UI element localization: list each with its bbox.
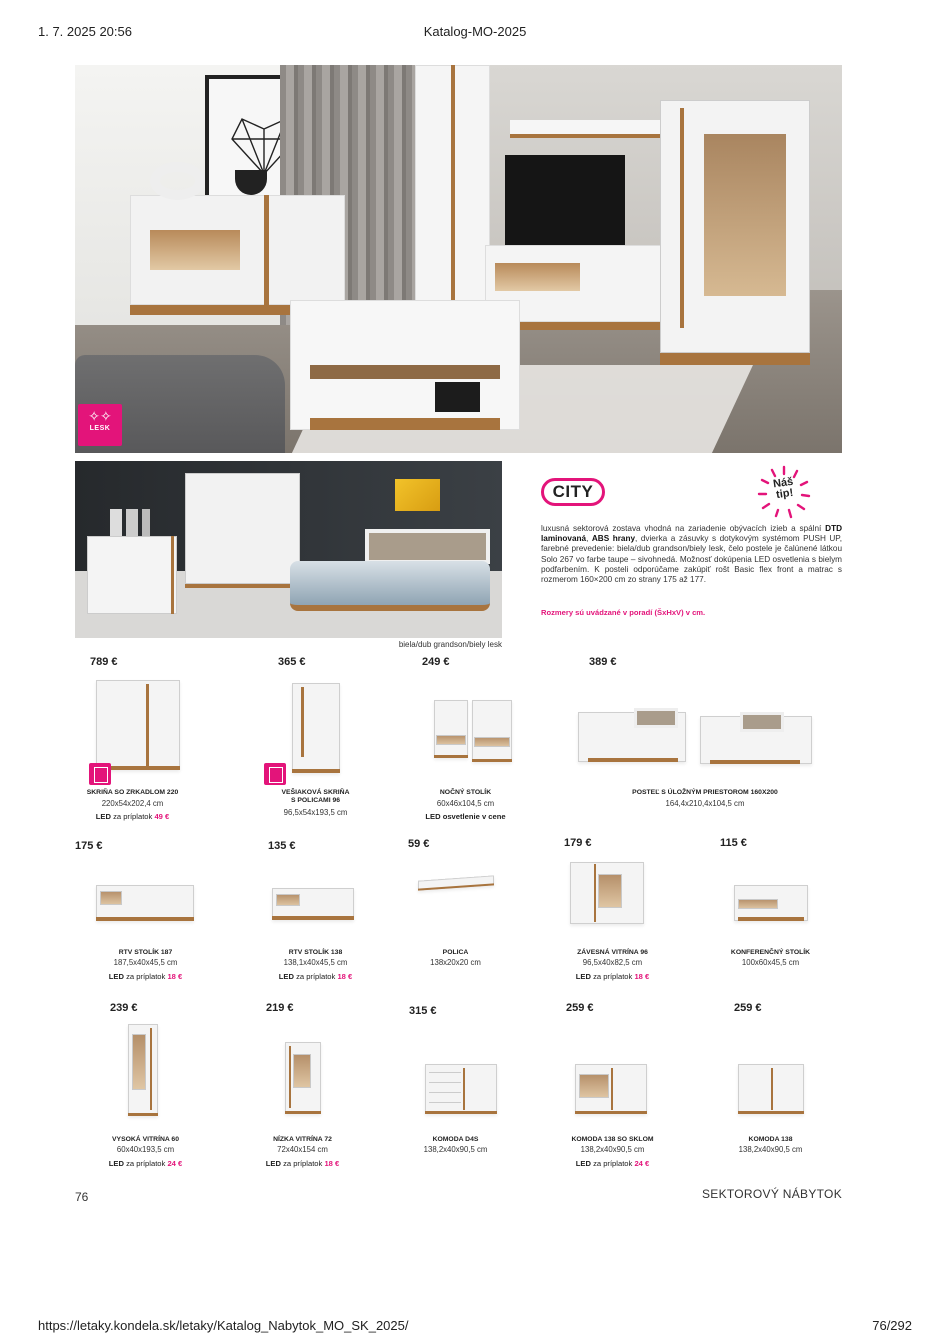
print-page-count: 76/292 — [872, 1318, 912, 1333]
price-wall-vitrine-96: 179 € — [564, 837, 592, 849]
tv — [505, 155, 625, 245]
dimension-note: Rozmery sú uvádzané v poradí (ŠxHxV) v cm. — [541, 608, 706, 617]
price-shelf: 59 € — [408, 838, 430, 850]
price-tall-vitrine: 239 € — [110, 1002, 138, 1014]
led-option: LED za príplatok 18 € — [575, 972, 650, 981]
price-rtv-187: 175 € — [75, 840, 103, 852]
night-stand-image-2 — [472, 700, 512, 762]
product-name: POSTEĽ S ÚLOŽNÝM PRIESTOROM 160X200 — [632, 789, 778, 796]
price-komoda-glass: 259 € — [566, 1002, 594, 1014]
tip-badge — [757, 465, 811, 519]
product-name: KOMODA 138 SO SKLOM — [571, 1136, 654, 1143]
print-header — [38, 24, 912, 40]
gloss-badge — [78, 404, 122, 446]
product-dims: 138,1x40x45,5 cm — [283, 958, 348, 967]
night-stand-image — [434, 700, 468, 758]
led-option: LED za príplatok 24 € — [575, 1159, 650, 1168]
product-dims: 60x40x193,5 cm — [116, 1145, 175, 1154]
product-name: RTV STOLÍK 138 — [288, 949, 343, 956]
product-name: RTV STOLÍK 187 — [118, 949, 173, 956]
price-komoda-d4s: 315 € — [409, 1005, 437, 1017]
hero-coffee-table — [290, 300, 520, 430]
product-dims: 220x54x202,4 cm — [101, 799, 164, 808]
product-name: KOMODA 138 — [748, 1136, 793, 1143]
komoda-d4s-image — [425, 1064, 497, 1114]
wardrobe-shelves-image — [292, 683, 340, 773]
led-option: LED za príplatok 18 € — [278, 972, 353, 981]
product-name: KOMODA D4S — [432, 1136, 479, 1143]
hero-living-room-photo — [75, 65, 842, 453]
shelf-image — [418, 875, 494, 890]
product-dims: 164,4x210,4x104,5 cm — [665, 799, 745, 808]
product-dims: 72x40x154 cm — [277, 1145, 328, 1154]
sparkle-icon: ✧✧ — [88, 408, 112, 424]
product-dims: 138,2x40x90,5 cm — [580, 1145, 645, 1154]
product-dims: 138,2x40x90,5 cm — [423, 1145, 488, 1154]
product-dims: 138,2x40x90,5 cm — [738, 1145, 803, 1154]
price-rtv-138: 135 € — [268, 840, 296, 852]
print-footer — [38, 1318, 912, 1334]
product-dims: 100x60x45,5 cm — [741, 958, 800, 967]
gloss-badge-label: LESK — [89, 425, 111, 432]
price-low-vitrine: 219 € — [266, 1002, 294, 1014]
tip-text: Náš tip! — [772, 475, 794, 502]
product-dims: 187,5x40x45,5 cm — [113, 958, 178, 967]
print-title: Katalog-MO-2025 — [423, 24, 527, 39]
product-name: NOČNÝ STOLÍK — [439, 789, 492, 796]
bed-image-2 — [700, 716, 812, 764]
rtv-138-image — [272, 888, 354, 920]
series-logo: CITY — [541, 478, 605, 506]
product-name: NÍZKA VITRÍNA 72 — [273, 1136, 332, 1143]
mirror-icon — [89, 763, 111, 785]
print-url[interactable]: https://letaky.kondela.sk/letaky/Katalog_Nabytok_MO_SK_2025/ — [38, 1318, 409, 1333]
led-option: LED za príplatok 24 € — [108, 1159, 183, 1168]
finish-caption: biela/dub grandson/biely lesk — [398, 640, 502, 649]
price-night-stand: 249 € — [422, 656, 450, 668]
rtv-187-image — [96, 885, 194, 921]
led-option: LED za príplatok 49 € — [95, 812, 170, 821]
product-name: POLICA — [442, 949, 469, 956]
product-name: VEŠIAKOVÁ SKRIŇA S POLICAMI 96 — [281, 789, 350, 804]
product-dims: 60x46x104,5 cm — [436, 799, 495, 808]
product-name: KONFERENČNÝ STOLÍK — [730, 949, 811, 956]
led-included: LED osvetlenie v cene — [425, 812, 506, 821]
page-number: 76 — [75, 1190, 89, 1204]
wardrobe-mirror-image — [96, 680, 180, 770]
hero-sideboard — [130, 195, 345, 315]
led-option: LED za príplatok 18 € — [265, 1159, 340, 1168]
coffee-table-image — [734, 885, 808, 921]
led-option: LED za príplatok 18 € — [108, 972, 183, 981]
low-vitrine-image — [285, 1042, 321, 1114]
tall-vitrine-image — [128, 1024, 158, 1116]
product-dims: 138x20x20 cm — [430, 958, 481, 967]
shelves-icon — [264, 763, 286, 785]
price-komoda-138: 259 € — [734, 1002, 762, 1014]
bed-image — [578, 712, 686, 762]
product-name: ZÁVESNÁ VITRÍNA 96 — [577, 949, 648, 956]
komoda-glass-image — [575, 1064, 647, 1114]
product-dims: 96,5x54x193,5 cm — [283, 808, 348, 817]
print-datetime: 1. 7. 2025 20:56 — [38, 24, 132, 39]
price-coffee-table: 115 € — [720, 837, 747, 849]
series-description: luxusná sektorová zostava vhodná na zariadenie obývacích izieb a spální DTD laminovaná, ABS hrany, dvierka a zásuvky s dotykovým systémom PUSH UP, farebné prevedenie: biela/dub grandson/biely lesk, čelo postele je čalúnené látkou Solo 267 vo farbe taupe – sivohnedá. Možnosť dokúpenia LED osvetlenia s bielym podfarbením. K posteli odporúčame zakúpiť rošt Basic flex front a matrac s rozmerom 160×200 cm zo strany 175 až 177. — [541, 524, 842, 585]
wall-vitrine-image — [570, 862, 644, 924]
komoda-138-image — [738, 1064, 804, 1114]
product-name: VYSOKÁ VITRÍNA 60 — [112, 1136, 179, 1143]
product-name: SKRIŇA SO ZRKADLOM 220 — [86, 789, 179, 796]
bedroom-photo — [75, 461, 502, 638]
price-bed: 389 € — [589, 656, 617, 668]
price-wardrobe-mirror: 789 € — [90, 656, 118, 668]
price-wardrobe-shelves: 365 € — [278, 656, 306, 668]
product-dims: 96,5x40x82,5 cm — [582, 958, 643, 967]
section-title: SEKTOROVÝ NÁBYTOK — [701, 1187, 842, 1201]
